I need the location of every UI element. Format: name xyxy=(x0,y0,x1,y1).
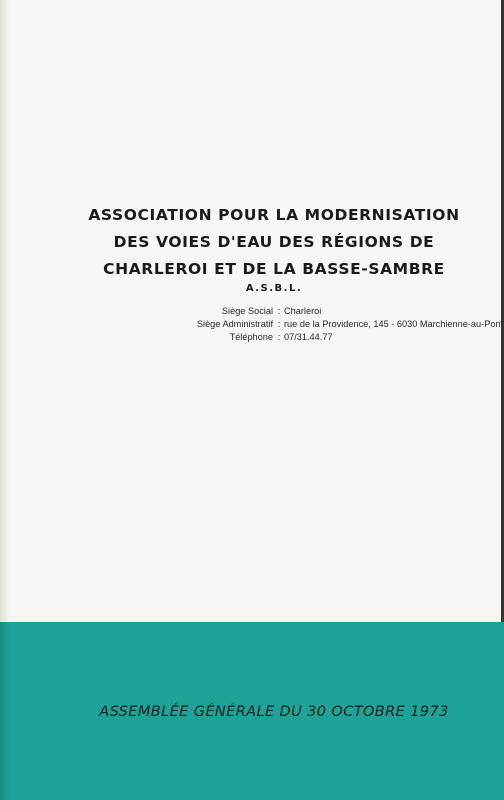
title-line-2: DES VOIES D'EAU DES RÉGIONS DE xyxy=(113,233,435,251)
legal-form: A.S.B.L. xyxy=(245,283,303,294)
separator: : xyxy=(277,306,281,316)
siege-social-label: Siège Social xyxy=(221,306,273,316)
telephone-value: 07/31.44.77 xyxy=(284,332,333,342)
telephone-label: Téléphone xyxy=(229,332,273,342)
siege-social-value: Charleroi xyxy=(284,306,322,316)
siege-admin-row xyxy=(93,318,504,331)
telephone-row xyxy=(93,331,463,344)
address-block xyxy=(93,305,504,344)
siege-admin-label: Siège Administratif xyxy=(196,319,273,329)
title-line-1: ASSOCIATION POUR LA MODERNISATION xyxy=(88,206,460,224)
siege-admin-value: rue de la Providence, 145 - 6030 Marchienne-au-Pont xyxy=(284,319,504,329)
siege-social-row xyxy=(93,305,463,318)
separator: : xyxy=(277,319,281,329)
teal-band xyxy=(0,622,504,800)
separator: : xyxy=(277,332,281,342)
meeting-title: ASSEMBLÉE GÉNÉRALE DU 30 OCTOBRE 1973 xyxy=(99,704,449,720)
title-line-3: CHARLEROI ET DE LA BASSE-SAMBRE xyxy=(103,260,445,278)
association-title xyxy=(0,202,504,283)
